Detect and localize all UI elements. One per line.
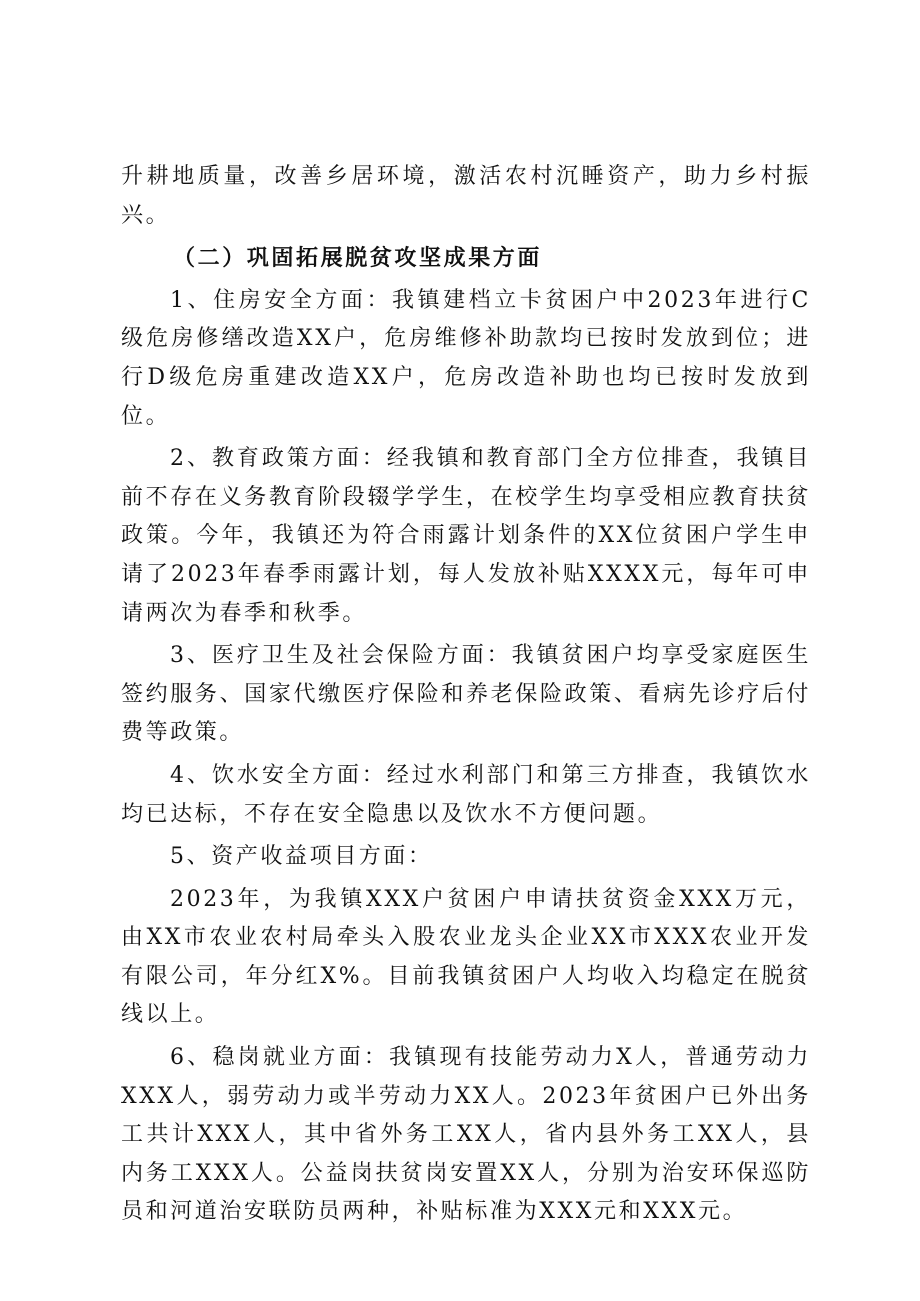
paragraph-education-policy: 2、教育政策方面：经我镇和教育部门全方位排查，我镇目前不存在义务教育阶段辍学学生，在校学生均享受相应教育扶贫政策。今年，我镇还为符合雨露计划条件的XX位贫困户学生申请了2023年春季雨露计划，每人发放补贴XXXX元，每年可申请两次为春季和秋季。 bbox=[121, 446, 811, 626]
paragraph-continuation: 升耕地质量，改善乡居环境，激活农村沉睡资产，助力乡村振兴。 bbox=[121, 164, 811, 228]
paragraph-drinking-water: 4、饮水安全方面：经过水利部门和第三方排查，我镇饮水均已达标，不存在安全隐患以及饮水不方便问题。 bbox=[121, 762, 811, 827]
paragraph-employment: 6、稳岗就业方面：我镇现有技能劳动力X人，普通劳动力XXX人，弱劳动力或半劳动力XX人。2023年贫困户已外出务工共计XXX人，其中省外务工XX人，省内县外务工XX人，县内务工XXX人。公益岗扶贫岗安置XX人，分别为治安环保巡防员和河道治安联防员两种，补贴标准为XXX元和XXX元。 bbox=[121, 1045, 811, 1225]
paragraph-asset-income-heading: 5、资产收益项目方面： bbox=[170, 844, 433, 870]
paragraph-housing-safety: 1、住房安全方面：我镇建档立卡贫困户中2023年进行C级危房修缮改造XX户，危房维修补助款均已按时发放到位；进行D级危房重建改造XX户，危房改造补助也均已按时发放到位。 bbox=[121, 287, 811, 429]
document-body bbox=[121, 158, 811, 1232]
paragraph-medical-insurance: 3、医疗卫生及社会保险方面：我镇贫困户均享受家庭医生签约服务、国家代缴医疗保险和养老保险政策、看病先诊疗后付费等政策。 bbox=[121, 643, 811, 746]
section-heading: （二）巩固拓展脱贫攻坚成果方面 bbox=[173, 245, 543, 272]
paragraph-asset-income: 2023年，为我镇XXX户贫困户申请扶贫资金XXX万元，由XX市农业农村局牵头入股农业龙头企业XX市XXX农业开发有限公司，年分红X%。目前我镇贫困户人均收入均稳定在脱贫线以上。 bbox=[121, 886, 811, 1028]
